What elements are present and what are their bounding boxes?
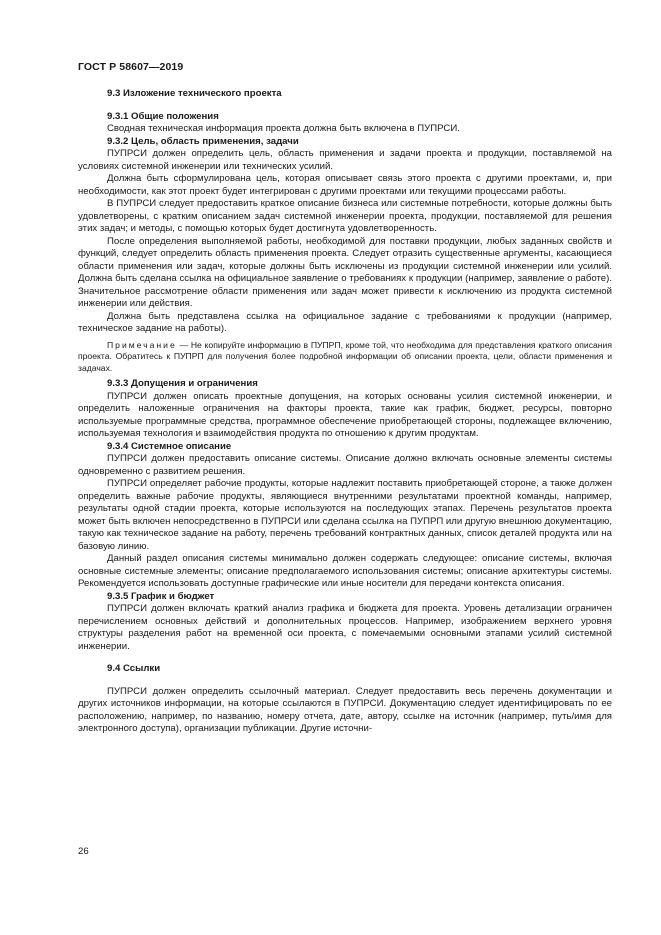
- paragraph: В ПУПРСИ следует предоставить краткое описание бизнеса или системные потребности, которые должны быть удовлетворены, с кратким описанием задач системной инженерии проекта, продукции, поставляемой для решения этих задач; и методы, с помощью которых будет достигнута удовлетворенность.: [78, 198, 612, 234]
- section-heading-9-4: 9.4 Ссылки: [107, 663, 161, 674]
- subsection-heading-9-3-5: 9.3.5 График и бюджет: [107, 590, 215, 602]
- note-label: Примечание: [107, 339, 177, 350]
- page-number: 26: [78, 846, 89, 857]
- paragraph: ПУПРСИ должен описать проектные допущения, на которых основаны усилия системной инженерии, и определить наложенные ограничения на факторы проекта, такие как график, бюджет, ресурсы, повторно используемые программные средства, программное обеспечение приобретающей стороны, подлежащее включению, используемая технология и взаимодействия продукта по отношению к другим продуктам.: [78, 390, 612, 439]
- paragraph: ПУПРСИ должен определить ссылочный материал. Следует предоставить весь перечень документации и других источников информации, на которые ссылаются в ПУПРСИ. Документацию следует идентифицировать по ее расположению, например, по названию, номеру отчета, дате, автору, ссылке на источник (например, путь/имя для электронного доступа), организации публикации. Другие источни-: [78, 685, 612, 734]
- paragraph: ПУПРСИ определяет рабочие продукты, которые надлежит поставить приобретающей стороне, а также должен определить важные рабочие продукты, являющиеся внутренними результатами проектной команды, например, результаты одной стадии проекта, которые используются на последующих этапах. Перечень результатов проекта может быть включен непосредственно в ПУПРСИ или сделана ссылка на ПУПРП или другую внешнюю документацию, такую как техническое задание на работу, перечень требований контрактных данных, список деталей продукта или на базовую линию.: [78, 478, 612, 552]
- section-heading-9-3: 9.3 Изложение технического проекта: [107, 88, 282, 99]
- paragraph: ПУПРСИ должен включать краткий анализ графика и бюджета для проекта. Уровень детализации ограничен перечислением основных действий и дополнительных процессов. Например, изображением верхнего уровня структуры разделения работ на временной оси проекта, с помечаемыми основными этапами усилий системной инженерии.: [78, 603, 612, 652]
- paragraph: ПУПРСИ должен предоставить описание системы. Описание должно включать основные элементы системы одновременно с развитием решения.: [78, 453, 612, 477]
- document-header: ГОСТ Р 58607—2019: [78, 61, 184, 73]
- paragraph: Должна быть сформулирована цель, которая описывает связь этого проекта с другими проектами, и, при необходимости, как этот проект будет интегрирован с другими проектами или текущими процессами работы.: [78, 173, 612, 197]
- subsection-heading-9-3-3: 9.3.3 Допущения и ограничения: [107, 378, 258, 389]
- subsection-heading-9-3-1: 9.3.1 Общие положения: [107, 110, 219, 122]
- paragraph: После определения выполняемой работы, необходимой для поставки продукции, любых заданных свойств и функций, следует определить область применения проекта. Следует отразить существенные аргументы, касающиеся области применения или задач, которые должны быть исключены из продукции системной инженерии или усилий. Должна быть сделана ссылка на официальное заявление о требованиях к продукции (например, заявление о работе). Значительное рассмотрение области применения или задач может привести к исключению из продукта системной инженерии или действия.: [78, 235, 612, 309]
- subsection-heading-9-3-2: 9.3.2 Цель, область применения, задачи: [107, 135, 299, 147]
- paragraph: Данный раздел описания системы минимально должен содержать следующее: описание системы, включая основные системные элементы; описание предполагаемого использования системы; описание архитектуры системы. Рекомендуется использовать доступные графические или иные носители для передачи контекста описания.: [78, 553, 612, 589]
- paragraph: ПУПРСИ должен определить цель, область применения и задачи проекта и продукции, поставляемой на условиях системной инженерии или технических усилий.: [78, 148, 612, 172]
- note-text: — Не копируйте информацию в ПУПРП, кроме той, что необходима для представления краткого описания проекта. Обратитесь к ПУПРП для получения более подробной информации об описании проекта, цели, области применения и задачах.: [78, 339, 612, 373]
- subsection-heading-9-3-4: 9.3.4 Системное описание: [107, 440, 232, 452]
- document-body: [78, 88, 612, 736]
- note: [78, 340, 612, 375]
- paragraph: Должна быть представлена ссылка на официальное задание с требованиями к продукции (например, техническое задание на работы).: [78, 310, 612, 334]
- paragraph: Сводная техническая информация проекта должна быть включена в ПУПРСИ.: [107, 123, 460, 134]
